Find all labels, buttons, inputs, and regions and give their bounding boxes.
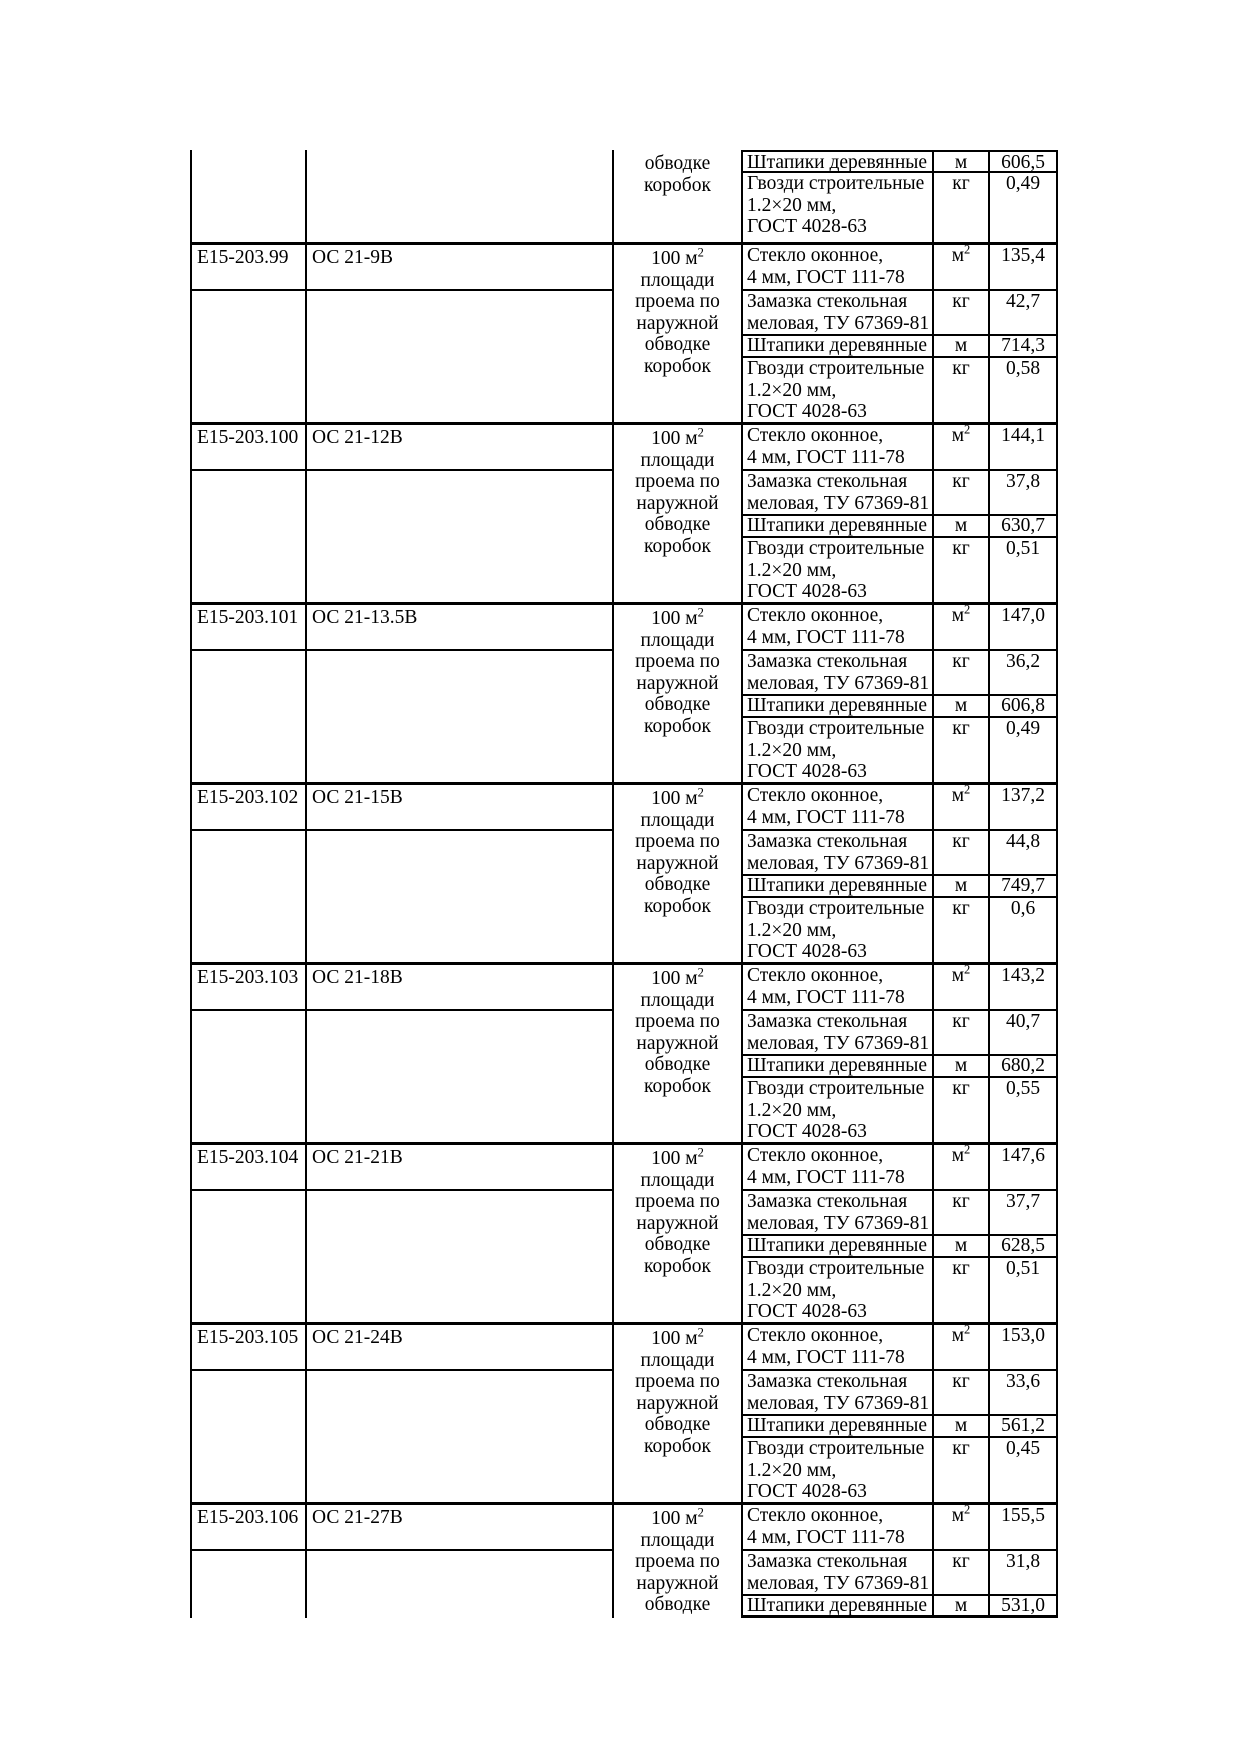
material-cell [741, 1416, 932, 1438]
unit-cell: кг [932, 1551, 988, 1596]
text-line: 100 $м^2$ [651, 785, 704, 809]
designation-cell: ОС 21-18В [305, 965, 612, 1011]
quantity-cell: 135,4 [988, 245, 1058, 291]
text-line: Стекло оконное, [747, 1145, 884, 1166]
superscript: 2 [697, 425, 704, 440]
text-line: обводке [644, 514, 711, 535]
text-line: ГОСТ 4028-63 [747, 401, 867, 422]
text-line: 4 мм, ГОСТ 111-78 [747, 1526, 905, 1548]
material-cell [741, 173, 932, 242]
designation-cell-empty [305, 1191, 612, 1322]
text-line: 1.2×20 мм, [747, 1459, 837, 1481]
text-line: коробок [644, 1255, 711, 1277]
text-line: обводке [644, 334, 711, 355]
text-line: 1.2×20 мм, [747, 919, 837, 941]
material-cell [741, 291, 932, 336]
text-line: 100 $м^2$ [651, 1325, 704, 1349]
text-line: Замазка стекольная [747, 1371, 908, 1392]
code-cell-empty [190, 150, 305, 242]
unit-cell: $м^2$ [932, 965, 988, 1011]
material-cell [741, 1011, 932, 1056]
table-row [190, 422, 1058, 602]
text-line: обводке [644, 1234, 711, 1255]
quantity-cell: 33,6 [988, 1371, 1058, 1416]
text-line: 1.2×20 мм, [747, 1099, 837, 1121]
text-line: площади [640, 809, 715, 831]
text-line: ГОСТ 4028-63 [747, 1301, 867, 1322]
text-line: меловая, ТУ 67369-81 [747, 312, 930, 334]
text-line: наружной [636, 1392, 719, 1414]
unit-cell: $м^2$ [932, 785, 988, 831]
measure-cell [612, 965, 741, 1142]
text-line: Гвозди строительные [747, 718, 925, 739]
text-line: 4 мм, ГОСТ 111-78 [747, 626, 905, 648]
unit-cell: кг [932, 1371, 988, 1416]
material-cell [741, 605, 932, 651]
table-row [190, 242, 1058, 422]
quantity-cell: 37,8 [988, 471, 1058, 516]
unit-cell: кг [932, 718, 988, 782]
superscript: 2 [697, 245, 704, 260]
table-row [190, 1322, 1058, 1502]
text-line: Гвозди строительные [747, 1078, 925, 1099]
unit-cell: кг [932, 1078, 988, 1142]
designation-cell: ОС 21-13.5В [305, 605, 612, 651]
quantity-cell: 630,7 [988, 516, 1058, 538]
material-cell [741, 696, 932, 718]
code-cell-empty [190, 1011, 305, 1142]
measure-cell [612, 785, 741, 962]
text-line: 1.2×20 мм, [747, 194, 837, 216]
text-line: меловая, ТУ 67369-81 [747, 1572, 930, 1594]
quantity-cell: 42,7 [988, 291, 1058, 336]
material-cell [741, 471, 932, 516]
text-line: площади [640, 1529, 715, 1551]
text-line: Замазка стекольная [747, 291, 908, 312]
unit-cell: м [932, 516, 988, 538]
code-cell-empty [190, 471, 305, 602]
text-line: обводке [644, 1054, 711, 1075]
text-line: 100 $м^2$ [651, 245, 704, 269]
text-line: 4 мм, ГОСТ 111-78 [747, 1166, 905, 1188]
text-line: 1.2×20 мм, [747, 739, 837, 761]
table-row-cut [190, 1502, 1058, 1618]
text-line: 100 $м^2$ [651, 965, 704, 989]
unit-cell: кг [932, 1011, 988, 1056]
unit-cell: м [932, 1416, 988, 1438]
material-cell [741, 245, 932, 291]
quantity-cell: 147,0 [988, 605, 1058, 651]
measure-cell [612, 150, 741, 242]
measure-cell [612, 1145, 741, 1322]
quantity-cell: 0,51 [988, 1258, 1058, 1322]
material-cell [741, 1505, 932, 1551]
unit-cell: $м^2$ [932, 245, 988, 291]
text-line: Гвозди строительные [747, 538, 925, 559]
text-line: 4 мм, ГОСТ 111-78 [747, 1346, 905, 1368]
text-line: Замазка стекольная [747, 1011, 908, 1032]
text-line: 100 $м^2$ [651, 1505, 704, 1529]
text-line: Штапики деревянные [747, 1596, 928, 1616]
text-line: ГОСТ 4028-63 [747, 941, 867, 962]
superscript: 2 [697, 965, 704, 980]
text-line: ГОСТ 4028-63 [747, 761, 867, 782]
code-cell: Е15-203.100 [190, 425, 305, 471]
designation-cell: ОС 21-24В [305, 1325, 612, 1371]
text-line: площади [640, 1349, 715, 1371]
material-cell [741, 425, 932, 471]
superscript: 2 [964, 425, 971, 437]
unit-cell: кг [932, 651, 988, 696]
text-line: обводке [644, 1594, 711, 1615]
text-line: 4 мм, ГОСТ 111-78 [747, 266, 905, 288]
designation-cell-empty [305, 831, 612, 962]
material-cell [741, 898, 932, 962]
quantity-cell: 0,49 [988, 718, 1058, 782]
unit-cell: кг [932, 831, 988, 876]
quantity-cell: 561,2 [988, 1416, 1058, 1438]
text-line: Стекло оконное, [747, 425, 884, 446]
material-cell [741, 1551, 932, 1596]
code-cell: Е15-203.104 [190, 1145, 305, 1191]
text-line: Замазка стекольная [747, 471, 908, 492]
text-line: обводке [644, 153, 711, 174]
superscript: 2 [964, 245, 971, 257]
quantity-cell: 0,55 [988, 1078, 1058, 1142]
unit-cell: кг [932, 358, 988, 422]
material-cell [741, 1325, 932, 1371]
material-cell [741, 1258, 932, 1322]
code-cell: Е15-203.101 [190, 605, 305, 651]
material-cell [741, 1078, 932, 1142]
designation-cell-empty [305, 651, 612, 782]
quantity-cell: 31,8 [988, 1551, 1058, 1596]
unit-cell: м [932, 150, 988, 173]
quantity-cell: 0,51 [988, 538, 1058, 602]
text-line: Штапики деревянные [747, 152, 928, 173]
text-line: проема по [635, 1011, 720, 1032]
text-line: коробок [644, 895, 711, 917]
code-cell-empty [190, 831, 305, 962]
quantity-cell: 37,7 [988, 1191, 1058, 1236]
material-cell [741, 150, 932, 173]
unit-cell: $м^2$ [932, 1325, 988, 1371]
text-line: Штапики деревянные [747, 876, 928, 896]
text-line: 1.2×20 мм, [747, 379, 837, 401]
materials-table [190, 150, 1058, 1618]
designation-cell-empty [305, 471, 612, 602]
quantity-cell: 0,6 [988, 898, 1058, 962]
code-cell-empty [190, 1371, 305, 1502]
code-cell: Е15-203.102 [190, 785, 305, 831]
superscript: 2 [697, 785, 704, 800]
code-cell-empty [190, 291, 305, 422]
unit-cell: кг [932, 1438, 988, 1502]
material-cell [741, 785, 932, 831]
quantity-cell: 749,7 [988, 876, 1058, 898]
table-row [190, 1142, 1058, 1322]
text-line: меловая, ТУ 67369-81 [747, 852, 930, 874]
text-line: ГОСТ 4028-63 [747, 581, 867, 602]
measure-cell [612, 1505, 741, 1618]
text-line: наружной [636, 672, 719, 694]
quantity-cell: 680,2 [988, 1056, 1058, 1078]
text-line: проема по [635, 831, 720, 852]
material-cell [741, 336, 932, 358]
superscript: 2 [697, 1145, 704, 1160]
designation-cell: ОС 21-12В [305, 425, 612, 471]
quantity-cell: 714,3 [988, 336, 1058, 358]
text-line: проема по [635, 1191, 720, 1212]
text-line: наружной [636, 1032, 719, 1054]
designation-cell-empty [305, 291, 612, 422]
quantity-cell: 606,5 [988, 150, 1058, 173]
text-line: Замазка стекольная [747, 651, 908, 672]
code-cell-empty [190, 1551, 305, 1618]
text-line: 100 $м^2$ [651, 425, 704, 449]
text-line: проема по [635, 471, 720, 492]
unit-cell: м [932, 876, 988, 898]
superscript: 2 [964, 1325, 971, 1337]
material-cell [741, 1438, 932, 1502]
text-line: наружной [636, 492, 719, 514]
designation-cell: ОС 21-21В [305, 1145, 612, 1191]
text-line: обводке [644, 1414, 711, 1435]
text-line: ГОСТ 4028-63 [747, 1481, 867, 1502]
unit-cell: $м^2$ [932, 1145, 988, 1191]
quantity-cell: 144,1 [988, 425, 1058, 471]
unit-cell: м [932, 1056, 988, 1078]
quantity-cell: 44,8 [988, 831, 1058, 876]
text-line: проема по [635, 1551, 720, 1572]
designation-cell: ОС 21-15В [305, 785, 612, 831]
unit-cell: кг [932, 538, 988, 602]
material-cell [741, 651, 932, 696]
quantity-cell: 36,2 [988, 651, 1058, 696]
unit-cell: $м^2$ [932, 425, 988, 471]
text-line: Штапики деревянные [747, 1056, 928, 1076]
text-line: обводке [644, 874, 711, 895]
text-line: Гвозди строительные [747, 173, 925, 194]
code-cell: Е15-203.106 [190, 1505, 305, 1551]
unit-cell: $м^2$ [932, 605, 988, 651]
text-line: Штапики деревянные [747, 336, 928, 356]
text-line: Гвозди строительные [747, 358, 925, 379]
quantity-cell: 153,0 [988, 1325, 1058, 1371]
code-cell-empty [190, 651, 305, 782]
superscript: 2 [697, 605, 704, 620]
quantity-cell: 147,6 [988, 1145, 1058, 1191]
text-line: коробок [644, 715, 711, 737]
text-line: Штапики деревянные [747, 696, 928, 716]
text-line: наружной [636, 1212, 719, 1234]
text-line: Гвозди строительные [747, 1438, 925, 1459]
text-line: коробок [644, 1075, 711, 1097]
text-line: Гвозди строительные [747, 1258, 925, 1279]
text-line: ГОСТ 4028-63 [747, 216, 867, 237]
text-line: меловая, ТУ 67369-81 [747, 1032, 930, 1054]
unit-cell: м [932, 1236, 988, 1258]
text-line: Стекло оконное, [747, 965, 884, 986]
text-line: ГОСТ 4028-63 [747, 1121, 867, 1142]
text-line: коробок [644, 535, 711, 557]
material-cell [741, 876, 932, 898]
text-line: наружной [636, 1572, 719, 1594]
quantity-cell: 137,2 [988, 785, 1058, 831]
unit-cell: м [932, 696, 988, 718]
unit-cell: кг [932, 291, 988, 336]
text-line: Замазка стекольная [747, 831, 908, 852]
unit-cell: м [932, 1596, 988, 1618]
text-line: меловая, ТУ 67369-81 [747, 1392, 930, 1414]
material-cell [741, 1191, 932, 1236]
quantity-cell: 0,45 [988, 1438, 1058, 1502]
text-line: наружной [636, 312, 719, 334]
text-line: 4 мм, ГОСТ 111-78 [747, 446, 905, 468]
designation-cell: ОС 21-9В [305, 245, 612, 291]
text-line: 100 $м^2$ [651, 605, 704, 629]
text-line: коробок [644, 1435, 711, 1457]
code-cell: Е15-203.105 [190, 1325, 305, 1371]
text-line: проема по [635, 291, 720, 312]
superscript: 2 [964, 1505, 971, 1517]
text-line: коробок [644, 355, 711, 377]
code-cell: Е15-203.99 [190, 245, 305, 291]
text-line: 4 мм, ГОСТ 111-78 [747, 806, 905, 828]
quantity-cell: 0,49 [988, 173, 1058, 242]
text-line: Стекло оконное, [747, 1505, 884, 1526]
quantity-cell: 0,58 [988, 358, 1058, 422]
quantity-cell: 155,5 [988, 1505, 1058, 1551]
material-cell [741, 1236, 932, 1258]
text-line: обводке [644, 694, 711, 715]
text-line: площади [640, 1169, 715, 1191]
material-cell [741, 965, 932, 1011]
unit-cell: кг [932, 898, 988, 962]
superscript: 2 [697, 1505, 704, 1520]
text-line: 1.2×20 мм, [747, 559, 837, 581]
designation-cell-empty [305, 1011, 612, 1142]
measure-cell [612, 605, 741, 782]
material-cell [741, 1596, 932, 1618]
text-line: площади [640, 269, 715, 291]
text-line: проема по [635, 651, 720, 672]
table-row-continuation [190, 150, 1058, 242]
material-cell [741, 831, 932, 876]
superscript: 2 [964, 1145, 971, 1157]
text-line: Штапики деревянные [747, 1416, 928, 1436]
text-line: меловая, ТУ 67369-81 [747, 492, 930, 514]
text-line: 1.2×20 мм, [747, 1279, 837, 1301]
text-line: меловая, ТУ 67369-81 [747, 1212, 930, 1234]
text-line: 100 $м^2$ [651, 1145, 704, 1169]
text-line: Стекло оконное, [747, 1325, 884, 1346]
text-line: площади [640, 989, 715, 1011]
text-line: проема по [635, 1371, 720, 1392]
material-cell [741, 1056, 932, 1078]
text-line: Штапики деревянные [747, 516, 928, 536]
text-line: Стекло оконное, [747, 785, 884, 806]
unit-cell: кг [932, 173, 988, 242]
table-row [190, 962, 1058, 1142]
text-line: Стекло оконное, [747, 245, 884, 266]
material-cell [741, 1371, 932, 1416]
table-row [190, 602, 1058, 782]
text-line: Штапики деревянные [747, 1236, 928, 1256]
unit-cell: кг [932, 471, 988, 516]
superscript: 2 [964, 965, 971, 977]
superscript: 2 [964, 605, 971, 617]
unit-cell: $м^2$ [932, 1505, 988, 1551]
superscript: 2 [697, 1325, 704, 1340]
text-line: меловая, ТУ 67369-81 [747, 672, 930, 694]
text-line: 4 мм, ГОСТ 111-78 [747, 986, 905, 1008]
material-cell [741, 538, 932, 602]
measure-cell [612, 425, 741, 602]
quantity-cell: 606,8 [988, 696, 1058, 718]
text-line: наружной [636, 852, 719, 874]
text-line: Замазка стекольная [747, 1191, 908, 1212]
unit-cell: м [932, 336, 988, 358]
text-line: коробок [644, 174, 711, 196]
text-line: площади [640, 449, 715, 471]
material-cell [741, 358, 932, 422]
quantity-cell: 143,2 [988, 965, 1058, 1011]
quantity-cell: 40,7 [988, 1011, 1058, 1056]
text-line: Стекло оконное, [747, 605, 884, 626]
designation-cell-empty [305, 150, 612, 242]
measure-cell [612, 1325, 741, 1502]
superscript: 2 [964, 785, 971, 797]
unit-cell: кг [932, 1191, 988, 1236]
designation-cell: ОС 21-27В [305, 1505, 612, 1551]
code-cell-empty [190, 1191, 305, 1322]
text-line: Замазка стекольная [747, 1551, 908, 1572]
quantity-cell: 531,0 [988, 1596, 1058, 1618]
quantity-cell: 628,5 [988, 1236, 1058, 1258]
material-cell [741, 718, 932, 782]
material-cell [741, 1145, 932, 1191]
text-line: Гвозди строительные [747, 898, 925, 919]
unit-cell: кг [932, 1258, 988, 1322]
table-row [190, 782, 1058, 962]
measure-cell [612, 245, 741, 422]
text-line: площади [640, 629, 715, 651]
material-cell [741, 516, 932, 538]
designation-cell-empty [305, 1551, 612, 1618]
code-cell: Е15-203.103 [190, 965, 305, 1011]
designation-cell-empty [305, 1371, 612, 1502]
